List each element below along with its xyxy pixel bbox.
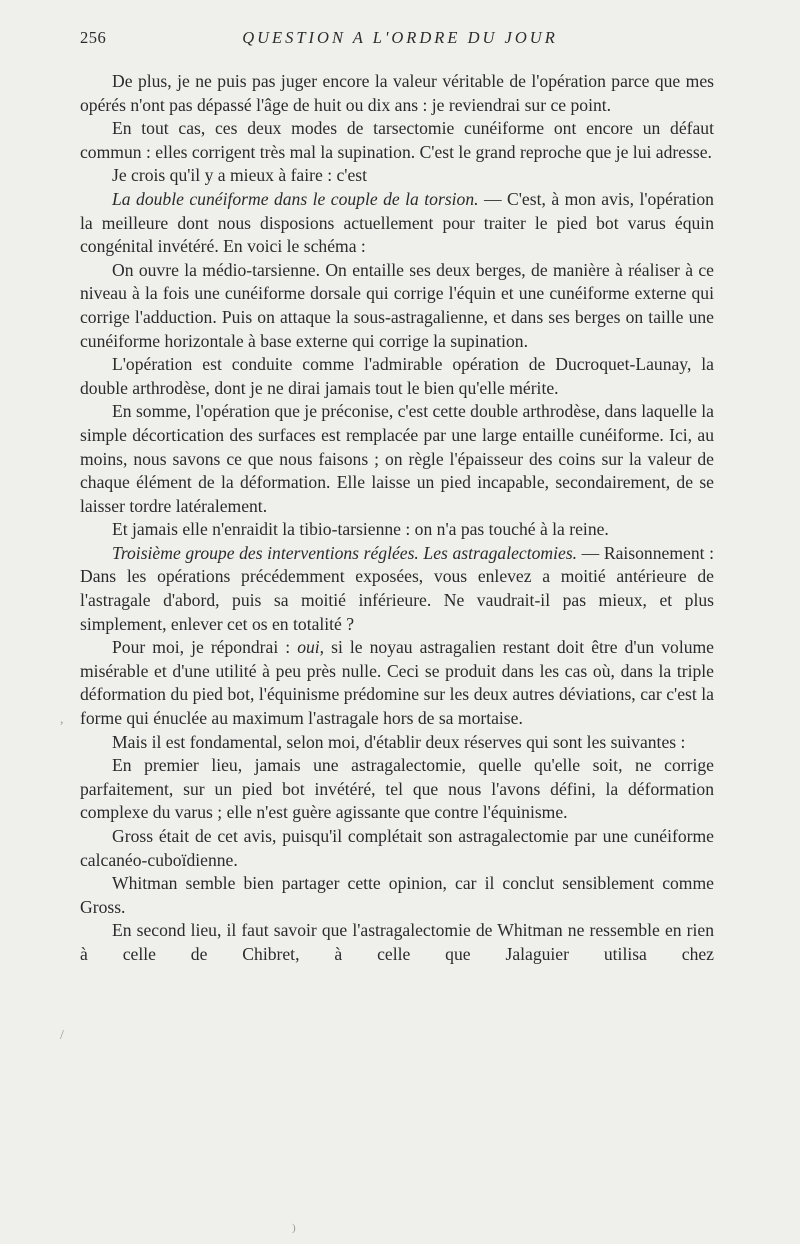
paragraph	[80, 117, 714, 164]
margin-mark: )	[292, 1222, 296, 1234]
paragraph	[80, 825, 714, 872]
paragraph	[80, 636, 714, 730]
text-run: En somme, l'opération que je préconise, c'est cette double arthrodèse, dans laquelle la simple décortication des surfaces est remplacée par une large entaille cunéiforme. Ici, au moins, nous savons ce que nous faisons ; on règle l'épaisseur des coins sur la valeur de chaque élément de la déformation. Elle laisse un pied incapable, secondairement, de se laisser tordre latéralement.	[80, 401, 714, 516]
text-run: On ouvre la médio-tarsienne. On entaille ses deux berges, de manière à réaliser à ce niveau à la fois une cunéiforme dorsale qui corrige l'équin et une cunéiforme externe qui corrige l'adduction. Puis on attaque la sous-astragalienne, et dans ses berges on taille une cunéiforme horizontale à base externe qui corrige la supination.	[80, 259, 714, 351]
text-run: En second lieu, il faut savoir que l'astragalectomie de Whitman ne ressemble en rien à celle de Chibret, à celle que Jalaguier utilisa chez	[80, 920, 714, 964]
text-run: — C'est, à mon avis, l'opération la meilleure dont nous disposions actuellement pour traiter le pied bot varus équin congénital invétéré. En voici le schéma :	[80, 188, 714, 257]
paragraph	[80, 731, 714, 755]
text-run: De plus, je ne puis pas juger encore la valeur véritable de l'opération parce que mes opérés n'ont pas dépassé l'âge de huit ou dix ans : je reviendrai sur ce point.	[80, 71, 714, 115]
text-run: Whitman semble bien partager cette opinion, car il conclut sensiblement comme Gross.	[80, 873, 714, 917]
page-number: 256	[80, 28, 107, 47]
italic-text: La double cunéiforme dans le couple de la torsion.	[112, 188, 479, 209]
page-header	[80, 28, 720, 52]
text-run: En premier lieu, jamais une astragalectomie, quelle qu'elle soit, ne corrige parfaitement, sur un pied bot invétéré, tel que nous l'avons défini, la déformation complexe du varus ; elle n'est guère agissante que contre l'équinisme.	[80, 755, 714, 823]
margin-mark: ,	[60, 712, 64, 727]
text-run: Pour moi, je répondrai :	[112, 637, 298, 658]
paragraph	[80, 400, 714, 518]
text-run: L'opération est conduite comme l'admirable opération de Ducroquet-Launay, la double arthrodèse, dont je ne dirai jamais tout le bien qu'elle mérite.	[80, 354, 714, 398]
text-run: — Raisonnement : Dans les opérations précédemment exposées, vous enlevez a moitié antérieure de l'astragale d'abord, puis sa moitié inférieure. Ne vaudrait-il pas mieux, et plus simplement, enlever cet os en totalité ?	[80, 542, 714, 634]
paragraph	[80, 542, 714, 636]
text-run: Gross était de cet avis, puisqu'il complétait son astragalectomie par une cunéiforme calcanéo-cuboïdienne.	[80, 826, 714, 870]
italic-text: oui	[297, 637, 320, 658]
paragraph	[80, 754, 714, 825]
paragraph	[80, 919, 714, 966]
italic-text: Troisième groupe des interventions réglées. Les astragalectomies.	[112, 542, 578, 563]
paragraph	[80, 188, 714, 259]
text-run: Je crois qu'il y a mieux à faire : c'est	[112, 165, 368, 186]
text-run: Mais il est fondamental, selon moi, d'établir deux réserves qui sont les suivantes :	[112, 731, 686, 752]
margin-mark: /	[60, 1028, 64, 1043]
paragraph	[80, 70, 714, 117]
paragraph	[80, 164, 714, 188]
text-run: Et jamais elle n'enraidit la tibio-tarsienne : on n'a pas touché à la reine.	[112, 519, 609, 540]
paragraph	[80, 353, 714, 400]
body-text	[80, 70, 714, 967]
text-run: , si le noyau astragalien restant doit être d'un volume misérable et d'une utilité à peu près nulle. Ceci se produit dans les cas où, dans la triple déformation du pied bot, l'équinisme prédomine sur les deux autres déviations, car c'est la forme qui énuclée au maximum l'astragale hors de sa mortaise.	[80, 637, 714, 729]
running-title: QUESTION A L'ORDRE DU JOUR	[242, 28, 558, 47]
paragraph	[80, 872, 714, 919]
paragraph	[80, 518, 714, 542]
text-run: En tout cas, ces deux modes de tarsectomie cunéiforme ont encore un défaut commun : elles corrigent très mal la supination. C'est le grand reproche que je lui adresse.	[80, 118, 714, 162]
paragraph	[80, 259, 714, 353]
